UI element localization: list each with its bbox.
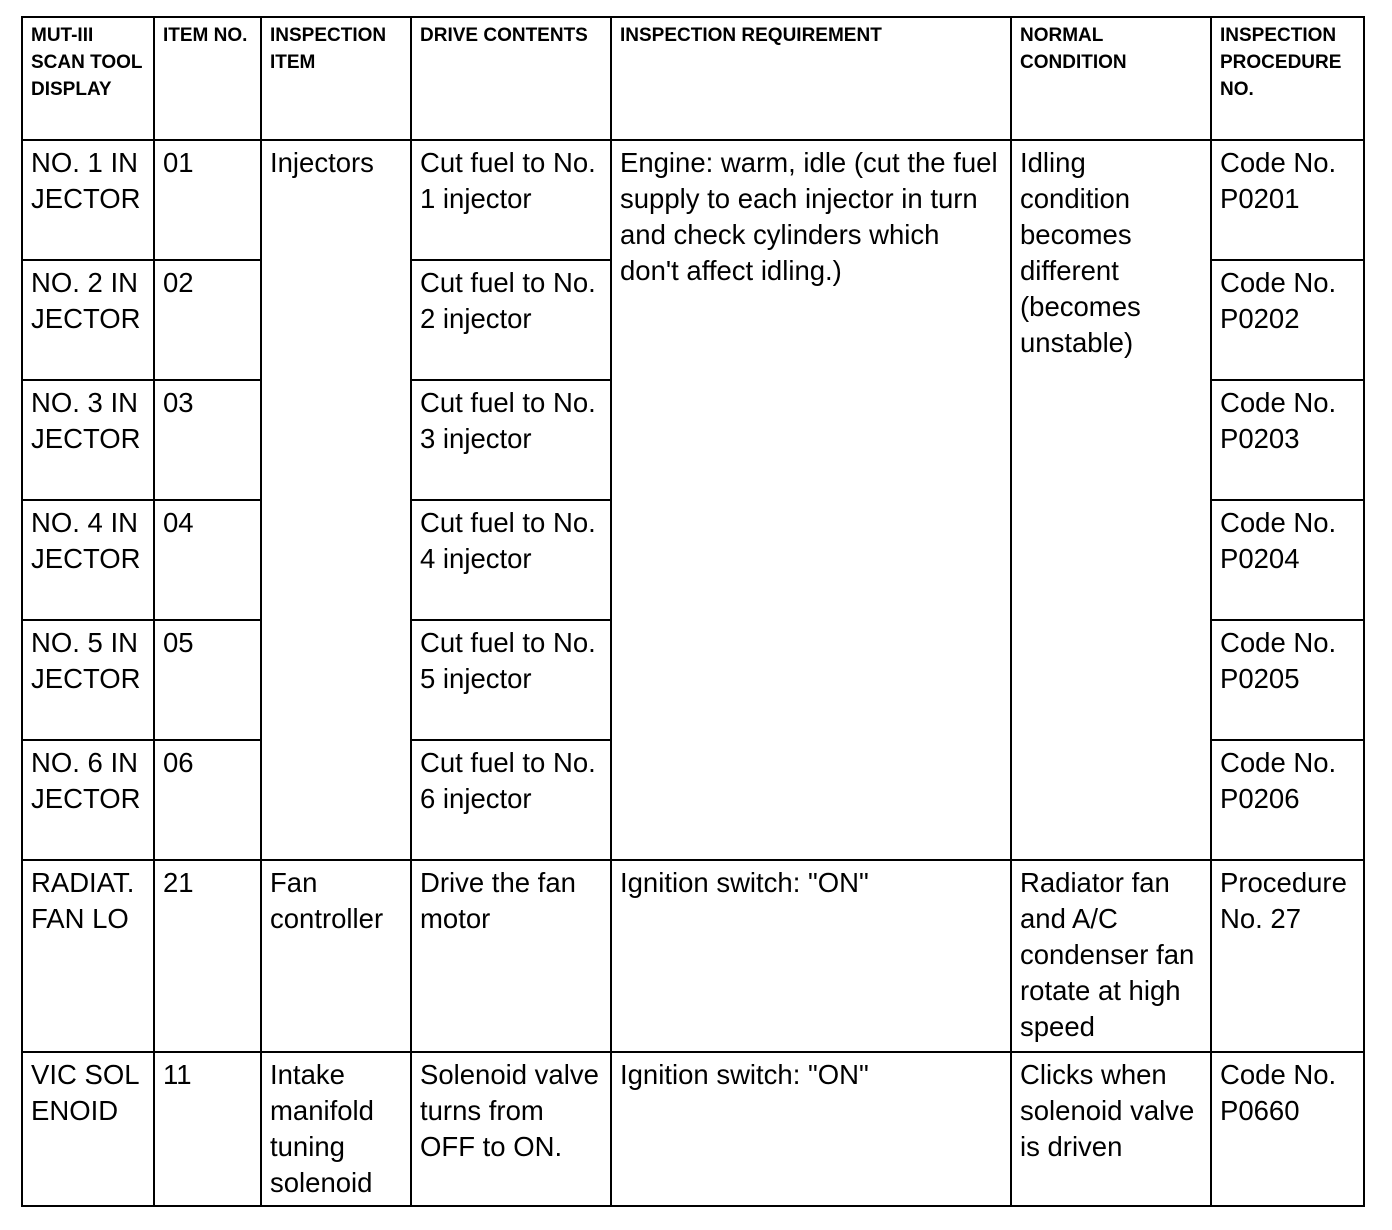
cell-display: RADIAT. FAN LO <box>22 860 154 1052</box>
cell-item-no: 05 <box>154 620 261 740</box>
cell-procedure: Code No. P0202 <box>1211 260 1364 380</box>
cell-procedure: Code No. P0206 <box>1211 740 1364 860</box>
cell-item-no: 03 <box>154 380 261 500</box>
cell-item-no: 06 <box>154 740 261 860</box>
cell-normal: Clicks when solenoid valve is driven <box>1011 1052 1211 1206</box>
cell-item-no: 01 <box>154 140 261 260</box>
cell-requirement: Engine: warm, idle (cut the fuel supply to each injector in turn and check cylinders which don't affect idling.) <box>611 140 1011 860</box>
table-row <box>22 1052 1364 1206</box>
header-procedure: INSPECTION PROCEDURE NO. <box>1211 17 1364 140</box>
cell-drive: Solenoid valve turns from OFF to ON. <box>411 1052 611 1206</box>
cell-display: NO. 3 INJECTOR <box>22 380 154 500</box>
cell-item-no: 02 <box>154 260 261 380</box>
cell-procedure: Code No. P0660 <box>1211 1052 1364 1206</box>
cell-display: NO. 5 INJECTOR <box>22 620 154 740</box>
cell-normal: Radiator fan and A/C condenser fan rotate at high speed <box>1011 860 1211 1052</box>
cell-drive: Cut fuel to No. 2 injector <box>411 260 611 380</box>
header-drive: DRIVE CONTENTS <box>411 17 611 140</box>
cell-drive: Cut fuel to No. 6 injector <box>411 740 611 860</box>
table-header-row <box>22 17 1364 140</box>
cell-procedure: Code No. P0205 <box>1211 620 1364 740</box>
header-requirement: INSPECTION REQUIREMENT <box>611 17 1011 140</box>
header-item-no: ITEM NO. <box>154 17 261 140</box>
cell-procedure: Code No. P0201 <box>1211 140 1364 260</box>
cell-display: NO. 1 INJECTOR <box>22 140 154 260</box>
cell-display: NO. 2 INJECTOR <box>22 260 154 380</box>
cell-procedure: Code No. P0203 <box>1211 380 1364 500</box>
header-display: MUT-III SCAN TOOL DISPLAY <box>22 17 154 140</box>
cell-drive: Cut fuel to No. 3 injector <box>411 380 611 500</box>
cell-requirement: Ignition switch: "ON" <box>611 860 1011 1052</box>
cell-item-no: 11 <box>154 1052 261 1206</box>
cell-item: Intake manifold tuning solenoid <box>261 1052 411 1206</box>
cell-requirement: Ignition switch: "ON" <box>611 1052 1011 1206</box>
cell-display: VIC SOLENOID <box>22 1052 154 1206</box>
cell-procedure: Code No. P0204 <box>1211 500 1364 620</box>
cell-display: NO. 6 INJECTOR <box>22 740 154 860</box>
cell-display: NO. 4 INJECTOR <box>22 500 154 620</box>
cell-item: Fan controller <box>261 860 411 1052</box>
table-row <box>22 140 1364 260</box>
header-item: INSPECTION ITEM <box>261 17 411 140</box>
cell-drive: Cut fuel to No. 4 injector <box>411 500 611 620</box>
cell-drive: Drive the fan motor <box>411 860 611 1052</box>
actuator-test-table <box>21 16 1365 1207</box>
cell-item: Injectors <box>261 140 411 860</box>
cell-item-no: 21 <box>154 860 261 1052</box>
cell-drive: Cut fuel to No. 5 injector <box>411 620 611 740</box>
cell-normal: Idling condition becomes different (becomes unstable) <box>1011 140 1211 860</box>
header-normal: NORMAL CONDITION <box>1011 17 1211 140</box>
table-row <box>22 860 1364 1052</box>
cell-item-no: 04 <box>154 500 261 620</box>
cell-procedure: Procedure No. 27 <box>1211 860 1364 1052</box>
cell-drive: Cut fuel to No. 1 injector <box>411 140 611 260</box>
